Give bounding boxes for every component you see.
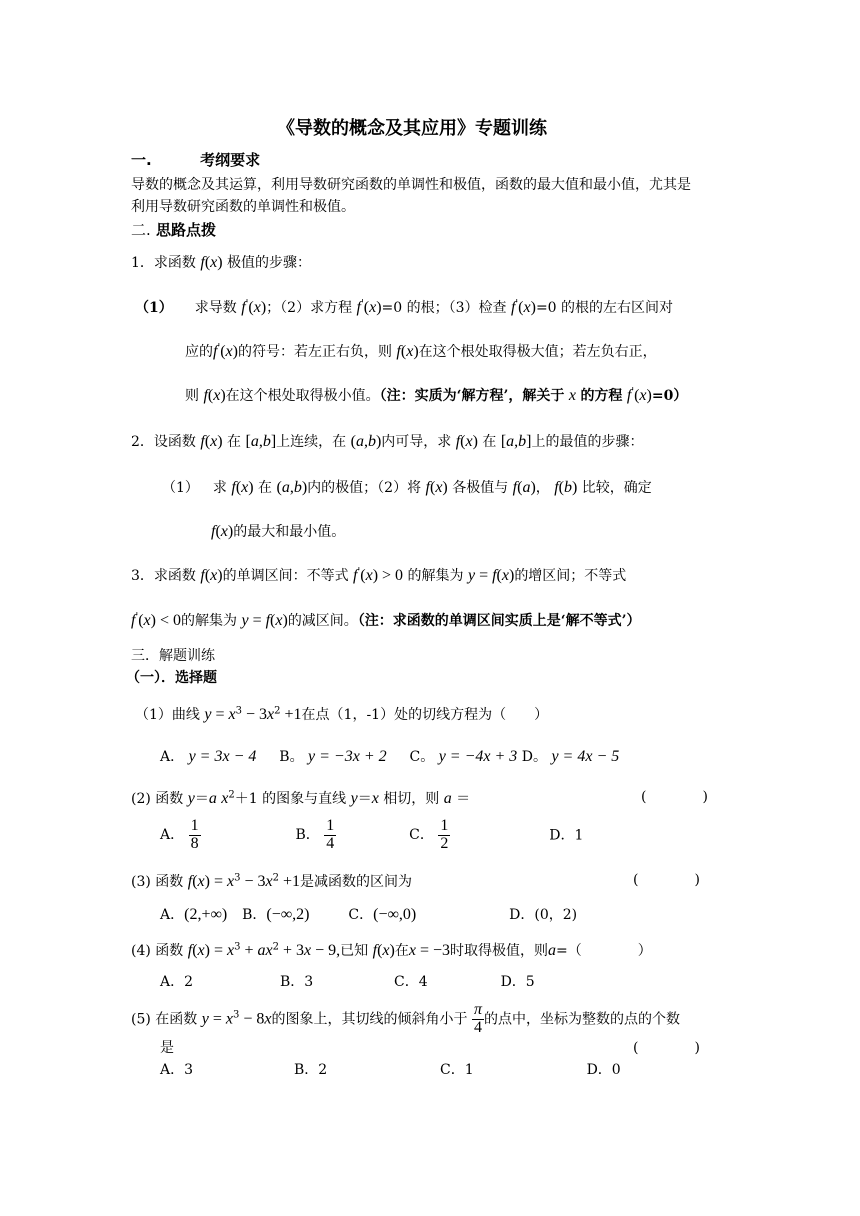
question-5-stem-cont: 是: [160, 1040, 174, 1056]
option-d: D．(0，2): [509, 907, 578, 923]
question-3-answer-paren: ( ): [633, 872, 700, 888]
question-5-answer-paren: ( ): [633, 1040, 700, 1056]
option-c: C． $\frac{1}{2}$: [409, 817, 449, 852]
question-5-options: [160, 1062, 621, 1079]
option-b: B。 y = −3x + 2: [279, 748, 387, 765]
step-2-intro: 2．设函数 f(x) 在 [a,b]上连续，在 (a,b)内可导，求 f(x) 在 [a,b]上的最值的步骤：: [131, 433, 644, 450]
section-3-heading: 三．解题训练: [131, 648, 215, 664]
step-1-intro: 1．求函数 f(x) 极值的步骤：: [131, 254, 312, 271]
question-4-stem: (4) 函数 $f(x) = x^3 + ax^2 + 3x - 9$,已知 f(x)在x = −3时取得极值，则a=（ ）: [131, 941, 652, 959]
option-a: A． y = 3x − 4: [160, 748, 257, 765]
step-1-line-2: 应的f'(x)的符号：若左正右负，则 f(x)在这个根处取得极大值；若左负右正，: [185, 342, 657, 360]
option-a: A． $\frac{1}{8}$: [160, 817, 199, 852]
option-c: C．4: [394, 974, 428, 990]
section-1-title: 考纲要求: [200, 151, 261, 169]
step-3-line-1: 3．求函数 f(x)的单调区间：不等式 f'(x) > 0 的解集为 y = f(x)的增区间；不等式: [131, 566, 627, 584]
option-c: C．1: [440, 1062, 474, 1078]
choice-subheading: （一）．选择题: [126, 670, 217, 686]
option-a: A．3: [160, 1062, 194, 1078]
step-2-line-1: （1） 求 f(x) 在 (a,b)内的极值；（2）将 f(x) 各极值与 f(a)， f(b) 比较，确定: [162, 479, 652, 496]
question-3-stem: (3) 函数 $f(x) = x^3 - 3x^2 +1$是减函数的区间为: [131, 872, 413, 890]
step-3-line-2: f'(x) < 0的解集为 y = f(x)的减区间。（注：求函数的单调区间实质上是‘解不等式’）: [131, 611, 641, 629]
section-1-number: 一.: [131, 151, 152, 169]
page-title: 《导数的概念及其应用》专题训练: [277, 118, 547, 139]
option-d: D．0: [586, 1062, 621, 1078]
option-b: B．3: [279, 974, 314, 990]
step-2-line-2: f(x)的最大和最小值。: [211, 523, 346, 540]
question-5-stem: (5) 在函数 $y = x^3 - 8x$的图象上，其切线的倾斜角小于 $\frac{\pi}{4}$ 的点中，坐标为整数的点的个数: [131, 1001, 680, 1036]
option-d: D．1: [549, 827, 584, 844]
option-c: C．(−∞,0): [348, 906, 417, 923]
question-4-options: [160, 974, 535, 991]
option-d: D。 y = 4x − 5: [521, 748, 620, 765]
section-2-heading: [131, 221, 216, 239]
option-d: D．5: [500, 974, 535, 990]
option-a: A．2: [160, 974, 194, 990]
option-c: C。 y = −4x + 3: [409, 748, 518, 765]
question-1-options: [160, 747, 619, 766]
section-2-number: 二.: [131, 221, 151, 239]
section-1-heading: [131, 151, 260, 169]
option-b: B．2: [293, 1062, 328, 1078]
question-2-options: [160, 818, 583, 853]
step-1-line-3: 则 f(x)在这个根处取得极小值。（注：实质为‘解方程’，解关于 x 的方程 f'(x)=0）: [185, 386, 688, 404]
option-b: B．(−∞,2): [242, 906, 310, 923]
option-a: A．(2,+∞): [160, 906, 228, 923]
question-3-options: [160, 905, 577, 924]
step-1-line-1: （1） 求导数 f'(x)；（2）求方程 f'(x)=0 的根；（3）检查 f'(x)=0 的根的左右区间对: [135, 298, 674, 316]
option-b: B． $\frac{1}{4}$: [295, 817, 335, 852]
section-2-title: 思路点拨: [156, 221, 217, 239]
question-1-stem: （1）曲线 $y = x^3 - 3x^2 +1$在点（1，-1）处的切线方程为（ ）: [135, 705, 549, 723]
section-1-text-1: 导数的概念及其运算，利用导数研究函数的单调性和极值，函数的最大值和最小值，尤其是: [131, 177, 691, 193]
section-1-text-2: 利用导数研究函数的单调性和极值。: [131, 199, 355, 215]
question-2-answer-paren: ( ): [641, 789, 708, 805]
question-2-stem: (2) 函数 y＝a $x^2+1$ 的图象与直线 y＝x 相切，则 a ＝: [131, 789, 471, 807]
